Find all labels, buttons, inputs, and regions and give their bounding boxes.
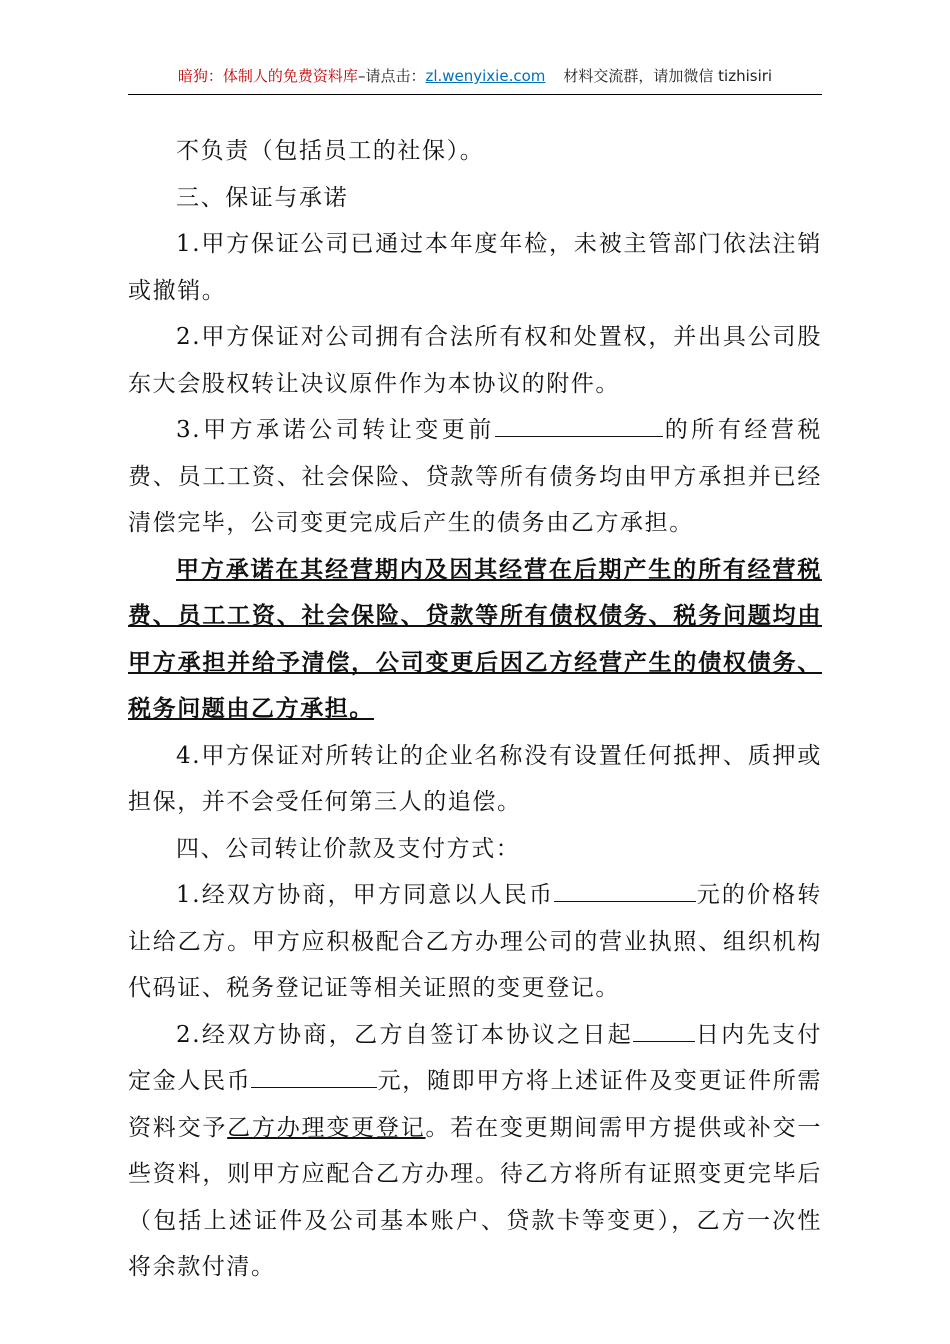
header-click-prefix: –请点击：: [357, 67, 426, 85]
header-link[interactable]: zl.wenyixie.com: [425, 67, 546, 85]
header-group-text: 材料交流群，请加微信 tizhisiri: [563, 67, 773, 85]
clause-4-1: [128, 872, 822, 1012]
clause-4-2: [128, 1012, 822, 1291]
clause-4-2-part2: 日内先支付定金人民币: [128, 1021, 822, 1094]
clause-4-2-part3: 元，随即甲方将上述证件及变更证件所需资料交予: [128, 1068, 822, 1141]
clause-3-3: [128, 407, 822, 547]
clause-3-2: 2.甲方保证对公司拥有合法所有权和处置权，并出具公司股东大会股权转让决议原件作为本协议的附件。: [128, 324, 822, 397]
header-brand: 暗狗：体制人的免费资料库: [177, 67, 358, 85]
section-heading-4: 四、公司转让价款及支付方式：: [176, 835, 521, 862]
page-header: [128, 58, 822, 95]
blank-date[interactable]: [495, 410, 663, 437]
clause-3-3-lead: 3.甲方承诺公司转让变更前: [176, 417, 495, 443]
clause-3-4: 4.甲方保证对所转让的企业名称没有设置任何抵押、质押或担保，并不会受任何第三人的追偿。: [128, 742, 822, 815]
clause-4-2-rest: 。若在变更期间需甲方提供或补交一些资料，则甲方应配合乙方办理。待乙方将所有证照变更完毕后（包括上述证件及公司基本账户、贷款卡等变更），乙方一次性将余款付清。: [128, 1114, 822, 1280]
paragraph-continuation: 不负责（包括员工的社保）。: [176, 138, 485, 164]
clause-3-3-amendment: 甲方承诺在其经营期内及因其经营在后期产生的所有经营税费、员工工资、社会保险、贷款等所有债权债务、税务问题均由甲方承担并给予清偿，公司变更后因乙方经营产生的债权债务、税务问题由乙方承担。: [128, 555, 822, 722]
clause-4-1-lead: 1.经双方协商，甲方同意以人民币: [176, 882, 555, 908]
blank-deposit[interactable]: [251, 1061, 377, 1088]
clause-3-1: 1.甲方保证公司已通过本年度年检，未被主管部门依法注销或撤销。: [128, 231, 822, 304]
blank-days[interactable]: [633, 1015, 695, 1042]
clause-4-2-lead: 2.经双方协商，乙方自签订本协议之日起: [176, 1021, 634, 1048]
clause-4-1-rest: 元的价格转让给乙方。甲方应积极配合乙方办理公司的营业执照、组织机构代码证、税务登记证等相关证照的变更登记。: [128, 882, 823, 1001]
clause-4-2-underlined: 乙方办理变更登记: [227, 1114, 426, 1141]
document-body: [128, 128, 822, 1291]
blank-price[interactable]: [554, 875, 696, 902]
section-heading-3: 三、保证与承诺: [176, 184, 349, 211]
clause-3-3-rest: 的所有经营税费、员工工资、社会保险、贷款等所有债务均由甲方承担并已经清偿完毕，公司变更完成后产生的债务由乙方承担。: [128, 417, 822, 536]
